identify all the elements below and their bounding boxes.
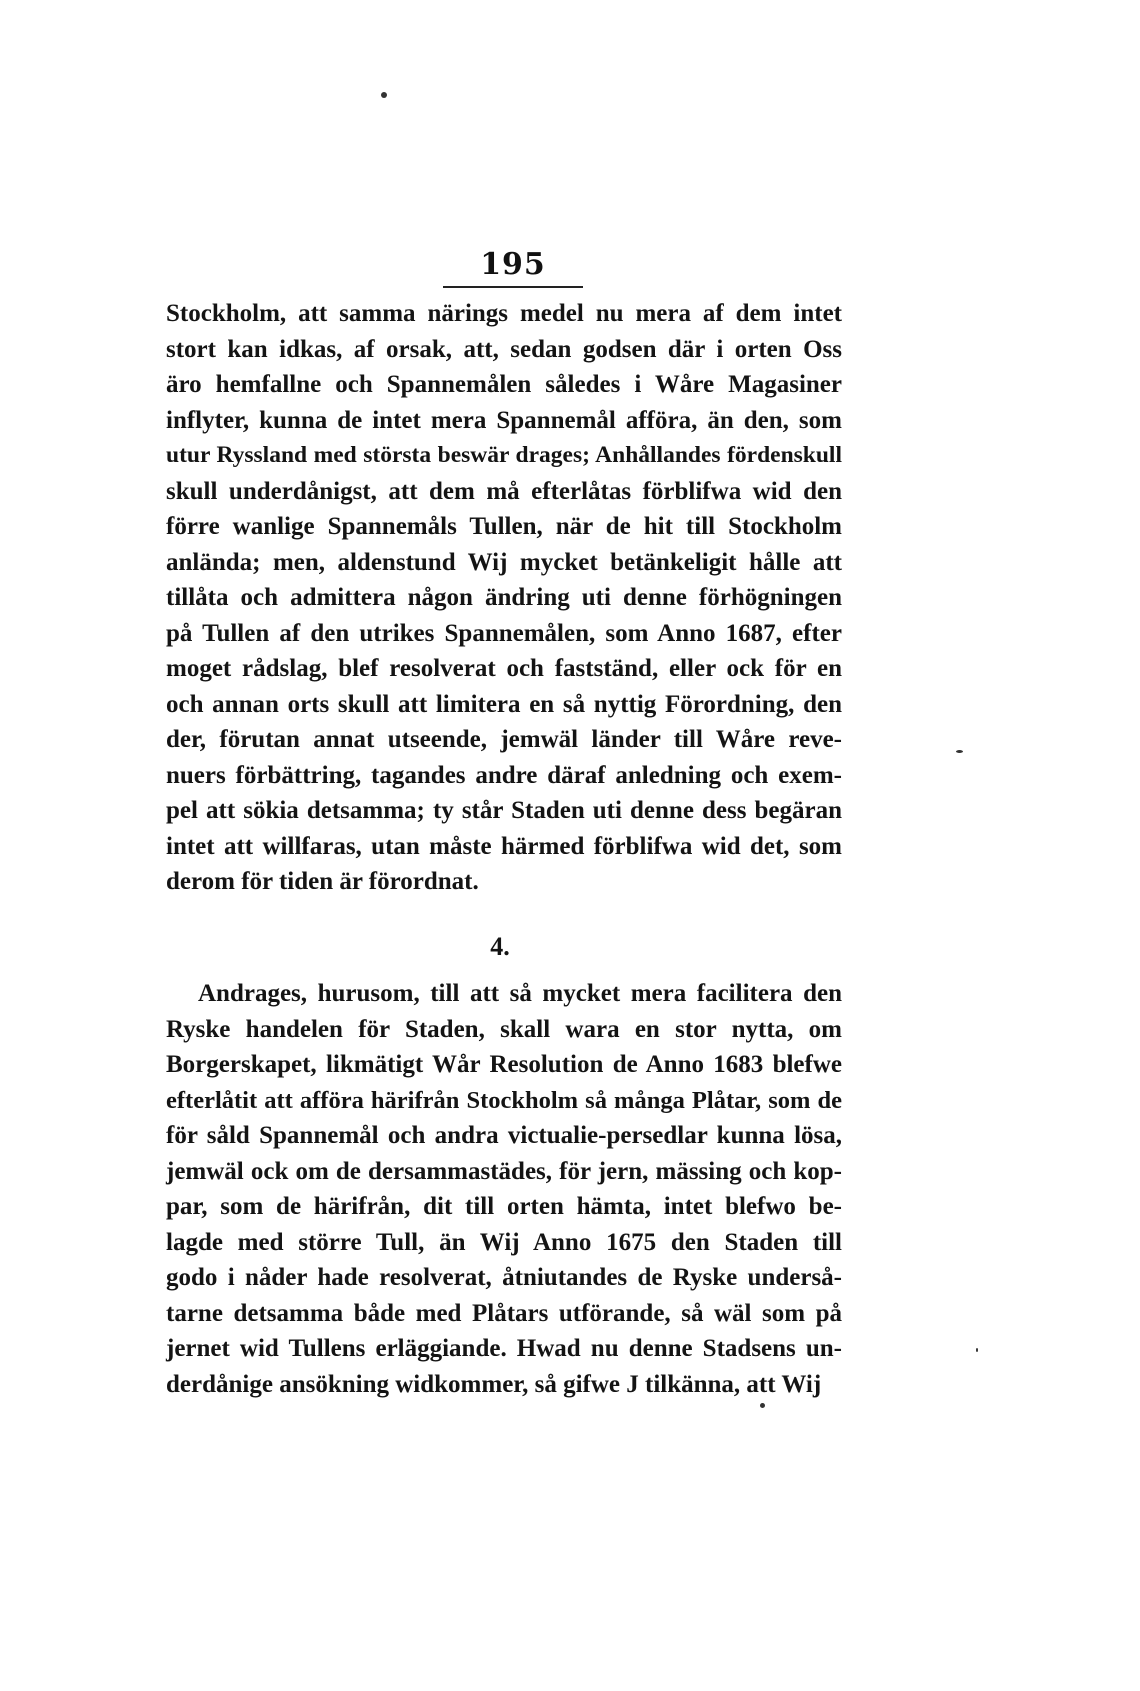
text-line: och annan orts skull att limitera en så nyttig Förordning, den (166, 690, 842, 718)
text-line: för såld Spannemål och andra victualie-persedlar kunna lösa, (166, 1122, 842, 1149)
text-line: på Tullen af den utrikes Spannemålen, som Anno 1687, efter (166, 619, 842, 647)
text-line: skull underdånigst, att dem må efterlåtas förblifwa wid den (166, 477, 842, 505)
text-line: intet att willfaras, utan måste härmed förblifwa wid det, som (166, 832, 842, 860)
text-line: utur Ryssland med största beswär drages; Anhållandes fördenskull (166, 442, 842, 468)
text-line: par, som de härifrån, dit till orten hämta, intet blefwo be- (166, 1193, 842, 1220)
text-line: Andrages, hurusom, till att så mycket mera facilitera den (198, 980, 842, 1007)
text-line: derom för tiden är förordnat. (166, 868, 479, 895)
text-line: derdånige ansökning widkommer, så gifwe J tilkänna, att Wij (166, 1370, 822, 1398)
text-line: pel att sökia detsamma; ty står Staden uti denne dess begäran (166, 797, 842, 824)
header-rule (443, 286, 583, 288)
ink-speck (976, 1348, 978, 1352)
text-line: jernet wid Tullens erläggiande. Hwad nu denne Stadsens un- (166, 1335, 842, 1362)
text-line: äro hemfallne och Spannemålen således i Wåre Magasiner (166, 371, 842, 398)
ink-speck (956, 750, 963, 753)
text-line: anlända; men, aldenstund Wij mycket betänkeligit hålle att (166, 548, 842, 576)
text-line: inflyter, kunna de intet mera Spannemål afföra, än den, som (166, 406, 842, 434)
text-line: godo i nåder hade resolverat, åtniutandes de Ryske underså- (166, 1264, 842, 1291)
text-line: Stockholm, att samma närings medel nu mera af dem intet (166, 300, 842, 327)
paragraph-2 (166, 976, 842, 1402)
text-line: Ryske handelen för Staden, skall wara en stor nytta, om (166, 1015, 842, 1043)
text-line: moget rådslag, blef resolverat och fastständ, eller ock för en (166, 655, 842, 682)
text-line: tarne detsamma både med Plåtars utförande, så wäl som på (166, 1299, 842, 1327)
ink-speck (381, 92, 387, 98)
text-line: stort kan idkas, af orsak, att, sedan godsen där i orten Oss (166, 335, 842, 363)
paragraph-1 (166, 296, 842, 900)
text-line: lagde med större Tull, än Wij Anno 1675 den Staden till (166, 1228, 842, 1256)
text-line: tillåta och admittera någon ändring uti denne förhögningen (166, 584, 842, 611)
text-line: Borgerskapet, likmätigt Wår Resolution de Anno 1683 blefwe (166, 1051, 842, 1078)
page-number: 195 (480, 247, 546, 282)
text-line: förre wanlige Spannemåls Tullen, när de hit till Stockholm (166, 513, 842, 540)
text-line: nuers förbättring, tagandes andre däraf anledning och exem- (166, 761, 842, 789)
text-line: jemwäl ock om de dersammastädes, för jern, mässing och kop- (166, 1157, 842, 1185)
ink-speck (760, 1403, 765, 1408)
text-line: der, förutan annat utseende, jemwäl länder till Wåre reve- (166, 726, 842, 753)
section-number: 4. (490, 932, 510, 961)
text-line: efterlåtit att afföra härifrån Stockholm så många Plåtar, som de (166, 1086, 842, 1114)
